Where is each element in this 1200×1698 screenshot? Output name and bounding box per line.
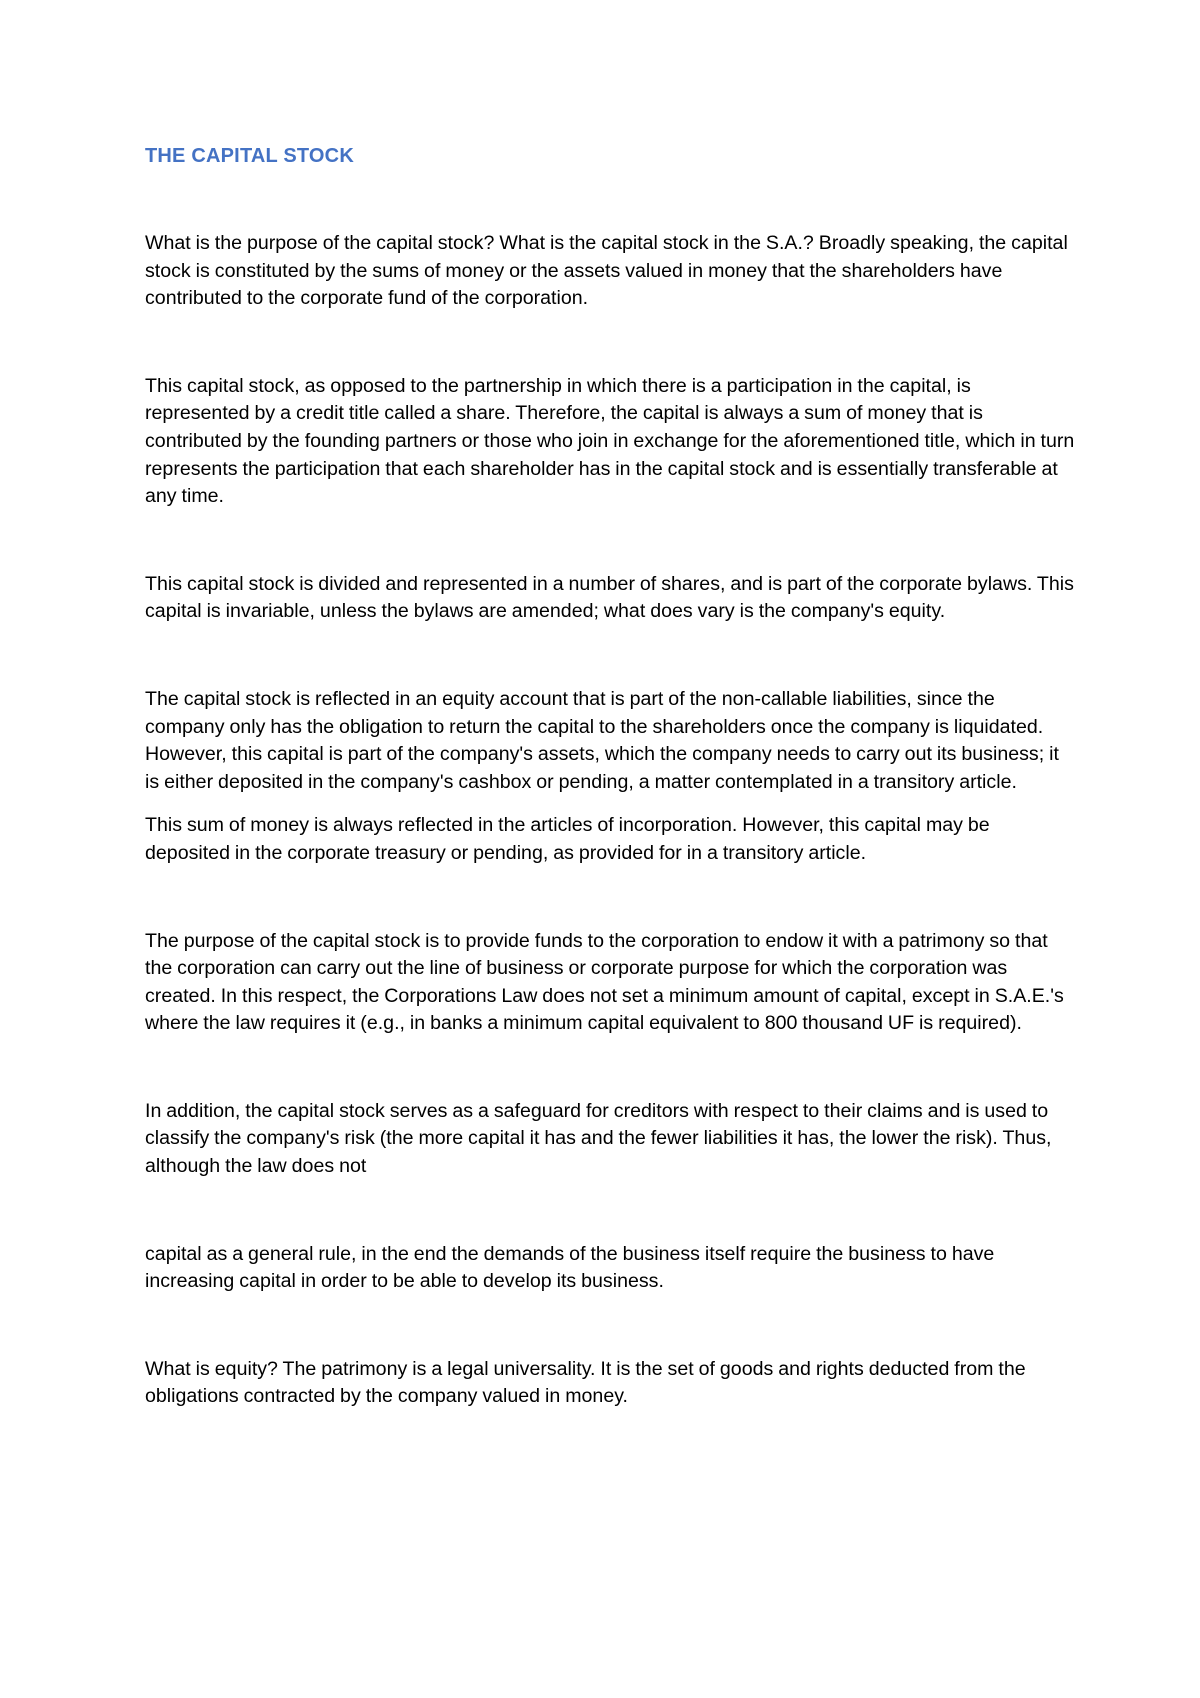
paragraph-capital-stock-share: This capital stock, as opposed to the partnership in which there is a participation in the capital, is represented by a credit title called a share. Therefore, the capital is always a sum of money that is contributed by the founding partners or those who join in exchange for the aforementioned title, which in turn represents the participation that each shareholder has in the capital stock and is essentially transferable at any time. [145, 374, 1075, 508]
paragraph-articles-of-incorporation: This sum of money is always reflected in the articles of incorporation. However, this capital may be deposited in the corporate treasury or pending, as provided for in a transitory article. [145, 814, 990, 864]
paragraph-general-rule: capital as a general rule, in the end the demands of the business itself require the business to have increasing capital in order to be able to develop its business. [145, 1242, 995, 1293]
document-title: THE CAPITAL STOCK [145, 145, 354, 167]
paragraph-safeguard-creditors: In addition, the capital stock serves as a safeguard for creditors with respect to their claims and is used to classify the company's risk (the more capital it has and the fewer liabilities it has, the lower the risk). Thus, although the law does not [145, 1099, 1052, 1178]
paragraph-provide-funds: The purpose of the capital stock is to provide funds to the corporation to endow it with a patrimony so that the corporation can carry out the line of business or corporate purpose for which the corporation was created. In this respect, the Corporations Law does not set a minimum amount of capital, except in S.A.E.'s where the law requires it (e.g., in banks a minimum capital equivalent to 800 thousand UF is required). [145, 929, 1064, 1035]
paragraph-capital-stock-purpose: What is the purpose of the capital stock? What is the capital stock in the S.A.? Broadly speaking, the capital stock is constituted by the sums of money or the assets valued in money that the shareholders have contributed to the corporate fund of the corporation. [145, 232, 1068, 310]
document-body [145, 142, 1075, 1411]
paragraph-equity-account: The capital stock is reflected in an equity account that is part of the non-callable liabilities, since the company only has the obligation to return the capital to the shareholders once the company is liquidated. However, this capital is part of the company's assets, which the company needs to carry out its business; it is either deposited in the company's cashbox or pending, a matter contemplated in a transitory article. [145, 687, 1059, 793]
paragraph-capital-stock-divided: This capital stock is divided and represented in a number of shares, and is part of the corporate bylaws. This capital is invariable, unless the bylaws are amended; what does vary is the company's equity. [145, 572, 1074, 623]
paragraph-what-is-equity: What is equity? The patrimony is a legal universality. It is the set of goods and rights deducted from the obligations contracted by the company valued in money. [145, 1357, 1026, 1408]
